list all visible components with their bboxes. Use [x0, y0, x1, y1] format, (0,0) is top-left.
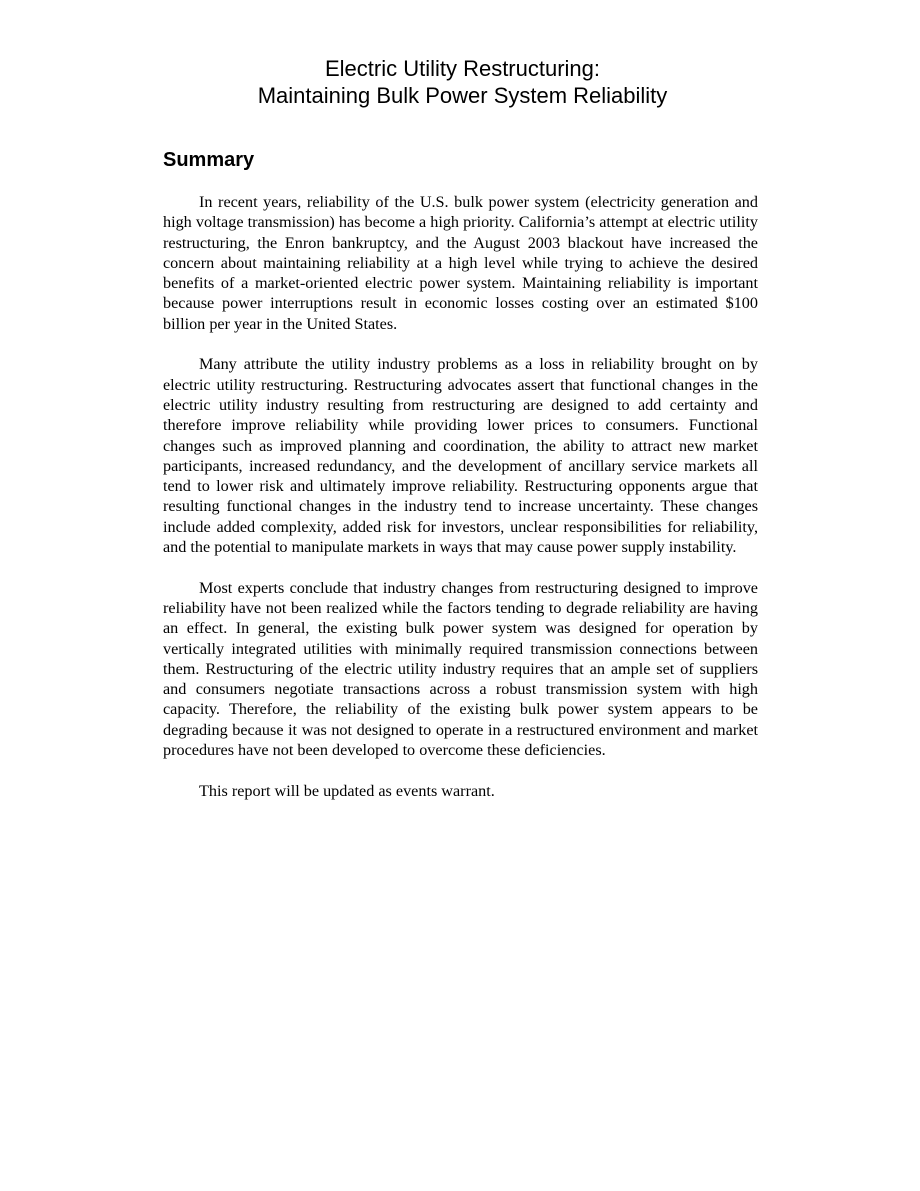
summary-paragraph-1: In recent years, reliability of the U.S. bulk power system (electricity generation and high voltage transmission) has become a high priority. California’s attempt at electric utility restructuring, the Enron bankruptcy, and the August 2003 blackout have increased the concern about maintaining reliability at a high level while trying to achieve the desired benefits of a market-oriented electric power system. Maintaining reliability is important because power interruptions result in economic losses costing over an estimated $100 billion per year in the United States.: [163, 193, 758, 333]
summary-paragraph-3: Most experts conclude that industry changes from restructuring designed to improve reliability have not been realized while the factors tending to degrade reliability are having an effect. In general, the existing bulk power system was designed for operation by vertically integrated utilities with minimally required transmission connections between them. Restructuring of the electric utility industry requires that an ample set of suppliers and consumers negotiate transactions across a robust transmission system with high capacity. Therefore, the reliability of the existing bulk power system appears to be degrading because it was not designed to operate in a restructured environment and market procedures have not been developed to overcome these deficiencies.: [163, 578, 758, 760]
title-line-2: Maintaining Bulk Power System Reliability: [257, 83, 668, 108]
summary-body: [163, 192, 758, 821]
summary-paragraph-4: This report will be updated as events warrant.: [199, 781, 495, 800]
document-title: [0, 55, 920, 109]
summary-paragraph-2: Many attribute the utility industry problems as a loss in reliability brought on by electric utility restructuring. Restructuring advocates assert that functional changes in the electric utility industry resulting from restructuring are designed to add certainty and therefore improve reliability while providing lower prices to consumers. Functional changes such as improved planning and coordination, the ability to attract new market participants, increased redundancy, and the development of ancillary service markets all tend to lower risk and ultimately improve reliability. Restructuring opponents argue that resulting functional changes in the industry tend to increase uncertainty. These changes include added complexity, added risk for investors, unclear responsibilities for reliability, and the potential to manipulate markets in ways that may cause power supply instability.: [163, 355, 758, 557]
title-line-1: Electric Utility Restructuring:: [324, 56, 601, 81]
section-heading-summary: Summary: [163, 149, 255, 171]
